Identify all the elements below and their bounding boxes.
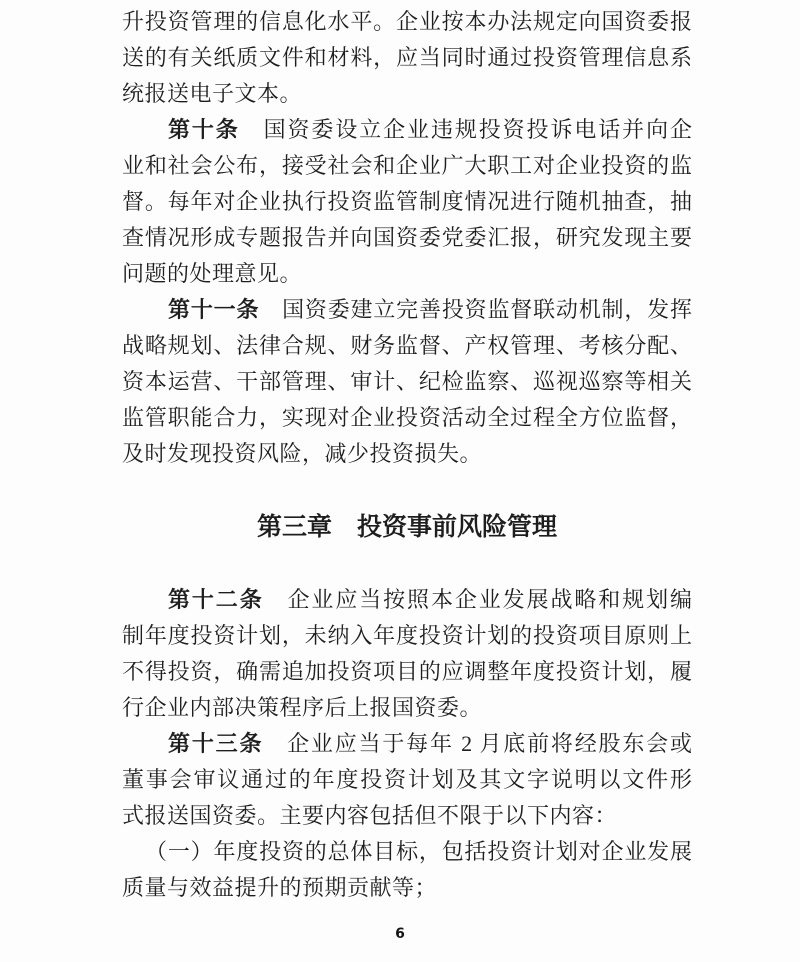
text-run: 董事会审议通过的年度投资计划及其文字说明以文件形: [122, 767, 692, 792]
text-run: 国资委建立完善投资监督联动机制，发挥: [259, 297, 692, 322]
article-number: 第十条: [168, 117, 240, 142]
text-line: [122, 184, 692, 220]
text-run: 统报送电子文本。: [122, 81, 303, 106]
text-run: 升投资管理的信息化水平。企业按本办法规定向国资委报: [122, 9, 692, 34]
text-run: 查情况形成专题报告并向国资委党委汇报，研究发现主要: [122, 225, 692, 250]
text-run: 企业应当于每年 2 月底前将经股东会或: [263, 731, 692, 756]
text-run: 及时发现投资风险，减少投资损失。: [122, 441, 483, 466]
text-line: [122, 256, 692, 292]
text-line: [122, 292, 692, 328]
text-run: 不得投资，确需追加投资项目的应调整年度投资计划，履: [122, 659, 692, 684]
text-line: [122, 328, 692, 364]
text-run: 监管职能合力，实现对企业投资活动全过程全方位监督，: [122, 405, 692, 430]
text-line: [122, 834, 692, 870]
text-run: 送的有关纸质文件和材料，应当同时通过投资管理信息系: [122, 45, 692, 70]
text-run: 制年度投资计划，未纳入年度投资计划的投资项目原则上: [122, 623, 692, 648]
text-run: 企业应当按照本企业发展战略和规划编: [263, 587, 692, 612]
page-number: 6: [395, 926, 405, 942]
text-line: [122, 798, 692, 834]
text-run: 督。每年对企业执行投资监管制度情况进行随机抽查，抽: [122, 189, 692, 214]
text-run: （一）年度投资的总体目标，包括投资计划对企业发展: [145, 839, 692, 864]
text-run: 业和社会公布，接受社会和企业广大职工对企业投资的监: [122, 153, 692, 178]
text-line: [122, 76, 692, 112]
text-run: 资本运营、干部管理、审计、纪检监察、巡视巡察等相关: [122, 369, 692, 394]
text-line: [122, 870, 692, 906]
text-line: [122, 654, 692, 690]
chapter-heading: 第三章 投资事前风险管理: [256, 513, 557, 541]
text-run: 质量与效益提升的预期贡献等；: [122, 875, 438, 900]
text-line: [122, 40, 692, 76]
text-line: [122, 618, 692, 654]
text-line: [122, 112, 692, 148]
text-line: [122, 436, 692, 472]
text-line: [122, 726, 692, 762]
text-run: 式报送国资委。主要内容包括但不限于以下内容：: [122, 803, 618, 828]
text-line: [122, 400, 692, 436]
text-line: [122, 690, 692, 726]
text-line: [122, 582, 692, 618]
document-body: [122, 4, 692, 906]
text-run: 行企业内部决策程序后上报国资委。: [122, 695, 483, 720]
text-line: [122, 220, 692, 256]
article-number: 第十一条: [168, 297, 260, 322]
article-number: 第十二条: [168, 587, 264, 612]
text-line: [122, 148, 692, 184]
text-line: [122, 364, 692, 400]
text-run: 战略规划、法律合规、财务监督、产权管理、考核分配、: [122, 333, 692, 358]
text-line: [122, 762, 692, 798]
article-number: 第十三条: [168, 731, 264, 756]
text-run: 问题的处理意见。: [122, 261, 303, 286]
text-line: [122, 4, 692, 40]
text-run: 国资委设立企业违规投资投诉电话并向企: [239, 117, 692, 142]
